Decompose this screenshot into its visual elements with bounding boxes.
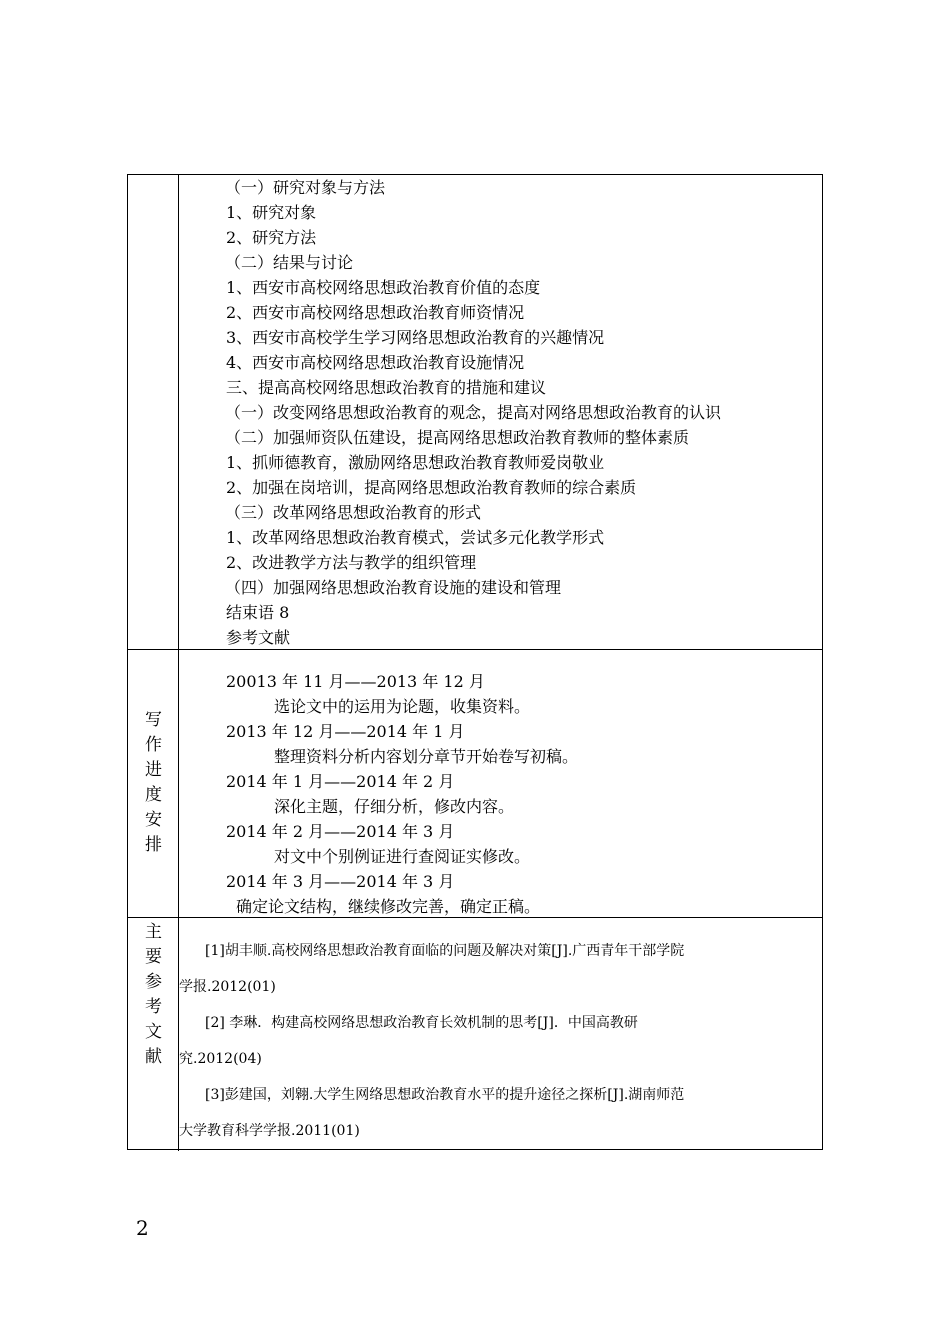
outline-item: （一）改变网络思想政治教育的观念，提高对网络思想政治教育的认识 bbox=[225, 403, 722, 422]
outline-item: （一）研究对象与方法 bbox=[225, 178, 386, 197]
schedule-task: 整理资料分析内容划分章节开始卷写初稿。 bbox=[274, 747, 579, 766]
outline-item: 1、西安市高校网络思想政治教育价值的态度 bbox=[226, 278, 541, 297]
schedule-label: 写 作 进 度 安 排 bbox=[145, 710, 162, 855]
outline-item: 2、研究方法 bbox=[226, 228, 317, 247]
outline-item: （二）结果与讨论 bbox=[225, 253, 354, 272]
reference-line: [2] 李琳．构建高校网络思想政治教育长效机制的思考[J]．中国高教研 bbox=[205, 1015, 638, 1031]
references-label-cell bbox=[128, 918, 179, 1151]
schedule-period: 20013 年 11 月——2013 年 12 月 bbox=[226, 672, 485, 691]
schedule-period: 2013 年 12 月——2014 年 1 月 bbox=[226, 722, 465, 741]
outline-item: 1、改革网络思想政治教育模式，尝试多元化教学形式 bbox=[226, 528, 605, 547]
schedule-task: 深化主题，仔细分析，修改内容。 bbox=[274, 797, 515, 816]
schedule-task: 选论文中的运用为论题，收集资料。 bbox=[274, 697, 531, 716]
outline-item: 2、西安市高校网络思想政治教育师资情况 bbox=[226, 303, 525, 322]
outline-row bbox=[128, 175, 822, 650]
schedule-period: 2014 年 1 月——2014 年 2 月 bbox=[226, 772, 455, 791]
outline-item: 2、加强在岗培训，提高网络思想政治教育教师的综合素质 bbox=[226, 478, 637, 497]
outline-item: 3、西安市高校学生学习网络思想政治教育的兴趣情况 bbox=[226, 328, 605, 347]
page-number: 2 bbox=[136, 1216, 149, 1240]
outline-label-cell bbox=[128, 175, 179, 649]
schedule-task: 对文中个别例证进行查阅证实修改。 bbox=[274, 847, 531, 866]
outline-item: 结束语 8 bbox=[226, 603, 290, 622]
schedule-content-cell bbox=[179, 650, 822, 917]
references-content-cell bbox=[179, 918, 822, 1151]
references-label: 主 要 参 考 文 献 bbox=[145, 922, 162, 1067]
schedule-period: 2014 年 2 月——2014 年 3 月 bbox=[226, 822, 455, 841]
outline-item: 4、西安市高校网络思想政治教育设施情况 bbox=[226, 353, 525, 372]
references-row bbox=[128, 918, 822, 1151]
schedule-label-cell bbox=[128, 650, 179, 917]
outline-item: 1、抓师德教育，激励网络思想政治教育教师爱岗敬业 bbox=[226, 453, 605, 472]
schedule-task: 确定论文结构，继续修改完善，确定正稿。 bbox=[236, 897, 541, 916]
outline-item: 参考文献 bbox=[226, 628, 291, 647]
outline-content-cell bbox=[179, 175, 822, 649]
reference-line: 究.2012(04) bbox=[179, 1051, 262, 1067]
schedule-period: 2014 年 3 月——2014 年 3 月 bbox=[226, 872, 455, 891]
reference-line: [1]胡丰顺.高校网络思想政治教育面临的问题及解决对策[J].广西青年干部学院 bbox=[205, 943, 685, 959]
schedule-row bbox=[128, 650, 822, 918]
reference-line: 大学教育科学学报.2011(01) bbox=[179, 1123, 360, 1139]
outline-item: 2、改进教学方法与教学的组织管理 bbox=[226, 553, 477, 572]
reference-line: [3]彭建国，刘翱.大学生网络思想政治教育水平的提升途径之探析[J].湖南师范 bbox=[205, 1087, 685, 1103]
outline-item: （三）改革网络思想政治教育的形式 bbox=[225, 503, 482, 522]
proposal-table bbox=[127, 174, 823, 1150]
outline-item: （四）加强网络思想政治教育设施的建设和管理 bbox=[225, 578, 562, 597]
outline-item: 1、研究对象 bbox=[226, 203, 317, 222]
reference-line: 学报.2012(01) bbox=[179, 979, 276, 995]
outline-item: 三、提高高校网络思想政治教育的措施和建议 bbox=[226, 378, 547, 397]
outline-item: （二）加强师资队伍建设，提高网络思想政治教育教师的整体素质 bbox=[225, 428, 690, 447]
